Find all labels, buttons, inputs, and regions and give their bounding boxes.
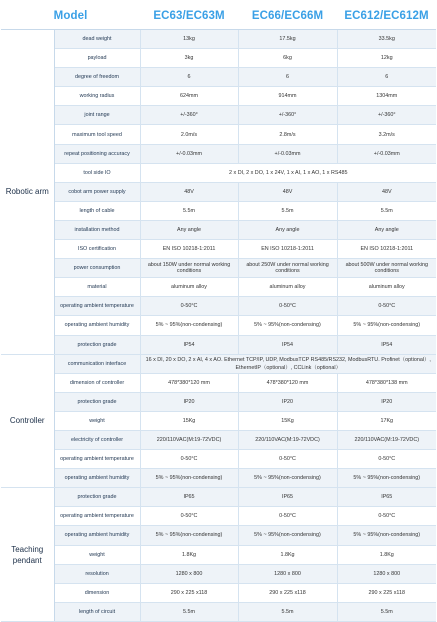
model-1-value: 220/110VAC(M:19-72VDC) (140, 430, 238, 449)
parameter-label: dead weight (54, 30, 140, 49)
table-body (1, 30, 436, 622)
table-row (1, 450, 436, 469)
model-2-value: about 250W under normal working conditions (238, 259, 337, 278)
model-2-value: 1280 x 800 (238, 564, 337, 583)
model-3-value: 1304mm (337, 87, 436, 106)
parameter-label: repeat positioning accuracy (54, 144, 140, 163)
model-1-value: +/-360° (140, 106, 238, 125)
header-row (1, 2, 436, 30)
model-1-value: IP65 (140, 488, 238, 507)
table-header (1, 2, 436, 30)
table-row (1, 182, 436, 201)
model-3-value: 12kg (337, 49, 436, 68)
model-1-value: about 150W under normal working conditions (140, 259, 238, 278)
model-2-value: 15Kg (238, 411, 337, 430)
model-2-value: 5% ~ 95%(non-condensing) (238, 469, 337, 488)
model-1-value: 1.8Kg (140, 545, 238, 564)
table-row (1, 411, 436, 430)
table-row (1, 602, 436, 621)
model-2-value: 1.8Kg (238, 545, 337, 564)
model-1-value: +/-0.03mm (140, 144, 238, 163)
model-3-value: IP65 (337, 488, 436, 507)
parameter-label: operating ambient temperature (54, 297, 140, 316)
model-1-value: 2.0m/s (140, 125, 238, 144)
model-2-value: IP54 (238, 335, 337, 354)
table-row (1, 430, 436, 449)
spec-table (1, 2, 436, 622)
model-1-value: 5.5m (140, 201, 238, 220)
model-2-value: 2.8m/s (238, 125, 337, 144)
model-1-value: 5.5m (140, 602, 238, 621)
model-3-value: 0-50°C (337, 450, 436, 469)
parameter-label: length of cable (54, 201, 140, 220)
model-3-value: 5.5m (337, 602, 436, 621)
model-1-value: 290 x 225 x118 (140, 583, 238, 602)
model-3-value: 1280 x 800 (337, 564, 436, 583)
table-row (1, 220, 436, 239)
model-2-value: 5.5m (238, 201, 337, 220)
table-row (1, 316, 436, 335)
model-2-value: +/-0.03mm (238, 144, 337, 163)
parameter-label: maximum tool speed (54, 125, 140, 144)
model-3-value: IP20 (337, 392, 436, 411)
model-3-value: 17Kg (337, 411, 436, 430)
parameter-label: resolution (54, 564, 140, 583)
model-3-value: 5% ~ 95%(non-condensing) (337, 469, 436, 488)
parameter-label: payload (54, 49, 140, 68)
table-row (1, 354, 436, 373)
table-row (1, 335, 436, 354)
model-3-value: 5.5m (337, 201, 436, 220)
model-3-value: IP54 (337, 335, 436, 354)
parameter-label: operating ambient humidity (54, 469, 140, 488)
model-1-value: 1280 x 800 (140, 564, 238, 583)
table-row (1, 564, 436, 583)
parameter-label: protection grade (54, 335, 140, 354)
model-2-value: 914mm (238, 87, 337, 106)
parameter-label: operating ambient humidity (54, 526, 140, 545)
model-2-value: 5% ~ 95%(non-condensing) (238, 316, 337, 335)
model-2-value: EN ISO 10218-1:2011 (238, 240, 337, 259)
table-row (1, 30, 436, 49)
model-3-value: 0-50°C (337, 297, 436, 316)
parameter-label: electricity of controller (54, 430, 140, 449)
model-3-value: 3.2m/s (337, 125, 436, 144)
model-1-value: EN ISO 10218-1:2011 (140, 240, 238, 259)
model-1-value: 6 (140, 68, 238, 87)
header-model-1: EC63/EC63M (140, 2, 238, 30)
model-3-value: 5% ~ 95%(non-condensing) (337, 526, 436, 545)
table-row (1, 392, 436, 411)
model-3-value: 6 (337, 68, 436, 87)
model-3-value: 0-50°C (337, 507, 436, 526)
model-1-value: 5% ~ 95%(non-condensing) (140, 526, 238, 545)
header-model-3: EC612/EC612M (337, 2, 436, 30)
model-1-value: 5% ~ 95%(non-condensing) (140, 316, 238, 335)
table-row (1, 545, 436, 564)
table-row (1, 297, 436, 316)
table-row (1, 49, 436, 68)
parameter-label: operating ambient temperature (54, 507, 140, 526)
model-2-value: 17.5kg (238, 30, 337, 49)
parameter-label: length of circuit (54, 602, 140, 621)
parameter-label: cobot arm power supply (54, 182, 140, 201)
model-1-value: IP54 (140, 335, 238, 354)
table-row (1, 106, 436, 125)
model-2-value: IP65 (238, 488, 337, 507)
model-2-value: 0-50°C (238, 297, 337, 316)
model-1-value: IP20 (140, 392, 238, 411)
table-row (1, 87, 436, 106)
model-2-value: IP20 (238, 392, 337, 411)
section-label: Robotic arm (1, 30, 54, 355)
merged-value: 16 x DI, 20 x DO, 2 x AI, 4 x AO. Ethernet TCP/IP, UDP, ModbusTCP RS485/RS232, ModbusRTU. Profinet（optional）, EthernetIP（optional）, CCLink（optional） (140, 354, 436, 373)
model-2-value: 0-50°C (238, 507, 337, 526)
model-3-value: about 500W under normal working conditions (337, 259, 436, 278)
parameter-label: working radius (54, 87, 140, 106)
table-row (1, 125, 436, 144)
model-1-value: 3kg (140, 49, 238, 68)
parameter-label: protection grade (54, 392, 140, 411)
table-row (1, 469, 436, 488)
model-2-value: +/-360° (238, 106, 337, 125)
model-3-value: 290 x 225 x118 (337, 583, 436, 602)
parameter-label: dimension of controller (54, 373, 140, 392)
merged-value: 2 x DI, 2 x DO, 1 x 24V, 1 x AI, 1 x AO, 1 x RS485 (140, 163, 436, 182)
table-row (1, 68, 436, 87)
parameter-label: installation method (54, 220, 140, 239)
table-row (1, 240, 436, 259)
model-1-value: 0-50°C (140, 450, 238, 469)
model-2-value: 5% ~ 95%(non-condensing) (238, 526, 337, 545)
table-row (1, 373, 436, 392)
parameter-label: weight (54, 411, 140, 430)
model-3-value: 33.5kg (337, 30, 436, 49)
model-3-value: Any angle (337, 220, 436, 239)
model-2-value: 478*380*120 mm (238, 373, 337, 392)
model-2-value: 220/110VAC(M:19-72VDC) (238, 430, 337, 449)
model-3-value: +/-360° (337, 106, 436, 125)
table-row (1, 201, 436, 220)
parameter-label: material (54, 278, 140, 297)
header-model-label: Model (1, 2, 140, 30)
table-row (1, 488, 436, 507)
model-1-value: 624mm (140, 87, 238, 106)
model-1-value: 0-50°C (140, 297, 238, 316)
parameter-label: operating ambient humidity (54, 316, 140, 335)
parameter-label: communication interface (54, 354, 140, 373)
header-model-2: EC66/EC66M (238, 2, 337, 30)
parameter-label: degree of freedom (54, 68, 140, 87)
table-row (1, 526, 436, 545)
model-1-value: aluminum alloy (140, 278, 238, 297)
model-2-value: 5.5m (238, 602, 337, 621)
parameter-label: weight (54, 545, 140, 564)
model-3-value: 1.8Kg (337, 545, 436, 564)
model-3-value: 478*380*138 mm (337, 373, 436, 392)
parameter-label: dimension (54, 583, 140, 602)
model-2-value: 6 (238, 68, 337, 87)
model-3-value: aluminum alloy (337, 278, 436, 297)
table-row (1, 163, 436, 182)
model-2-value: 290 x 225 x118 (238, 583, 337, 602)
model-3-value: 48V (337, 182, 436, 201)
model-3-value: EN ISO 10218-1:2011 (337, 240, 436, 259)
model-1-value: 5% ~ 95%(non-condensing) (140, 469, 238, 488)
section-label: Controller (1, 354, 54, 488)
parameter-label: joint range (54, 106, 140, 125)
model-3-value: 5% ~ 95%(non-condensing) (337, 316, 436, 335)
model-1-value: 15Kg (140, 411, 238, 430)
model-2-value: 48V (238, 182, 337, 201)
model-1-value: Any angle (140, 220, 238, 239)
table-row (1, 144, 436, 163)
parameter-label: power consumption (54, 259, 140, 278)
model-2-value: Any angle (238, 220, 337, 239)
model-2-value: 0-50°C (238, 450, 337, 469)
parameter-label: tool side IO (54, 163, 140, 182)
model-1-value: 13kg (140, 30, 238, 49)
model-1-value: 478*380*120 mm (140, 373, 238, 392)
parameter-label: ISO certification (54, 240, 140, 259)
table-row (1, 583, 436, 602)
model-1-value: 48V (140, 182, 238, 201)
model-2-value: aluminum alloy (238, 278, 337, 297)
model-3-value: 220/110VAC(M:19-72VDC) (337, 430, 436, 449)
section-label: Teaching pendant (1, 488, 54, 622)
table-row (1, 507, 436, 526)
model-1-value: 0-50°C (140, 507, 238, 526)
parameter-label: operating ambient temperature (54, 450, 140, 469)
model-2-value: 6kg (238, 49, 337, 68)
model-3-value: +/-0.03mm (337, 144, 436, 163)
table-row (1, 259, 436, 278)
table-row (1, 278, 436, 297)
parameter-label: protection grade (54, 488, 140, 507)
